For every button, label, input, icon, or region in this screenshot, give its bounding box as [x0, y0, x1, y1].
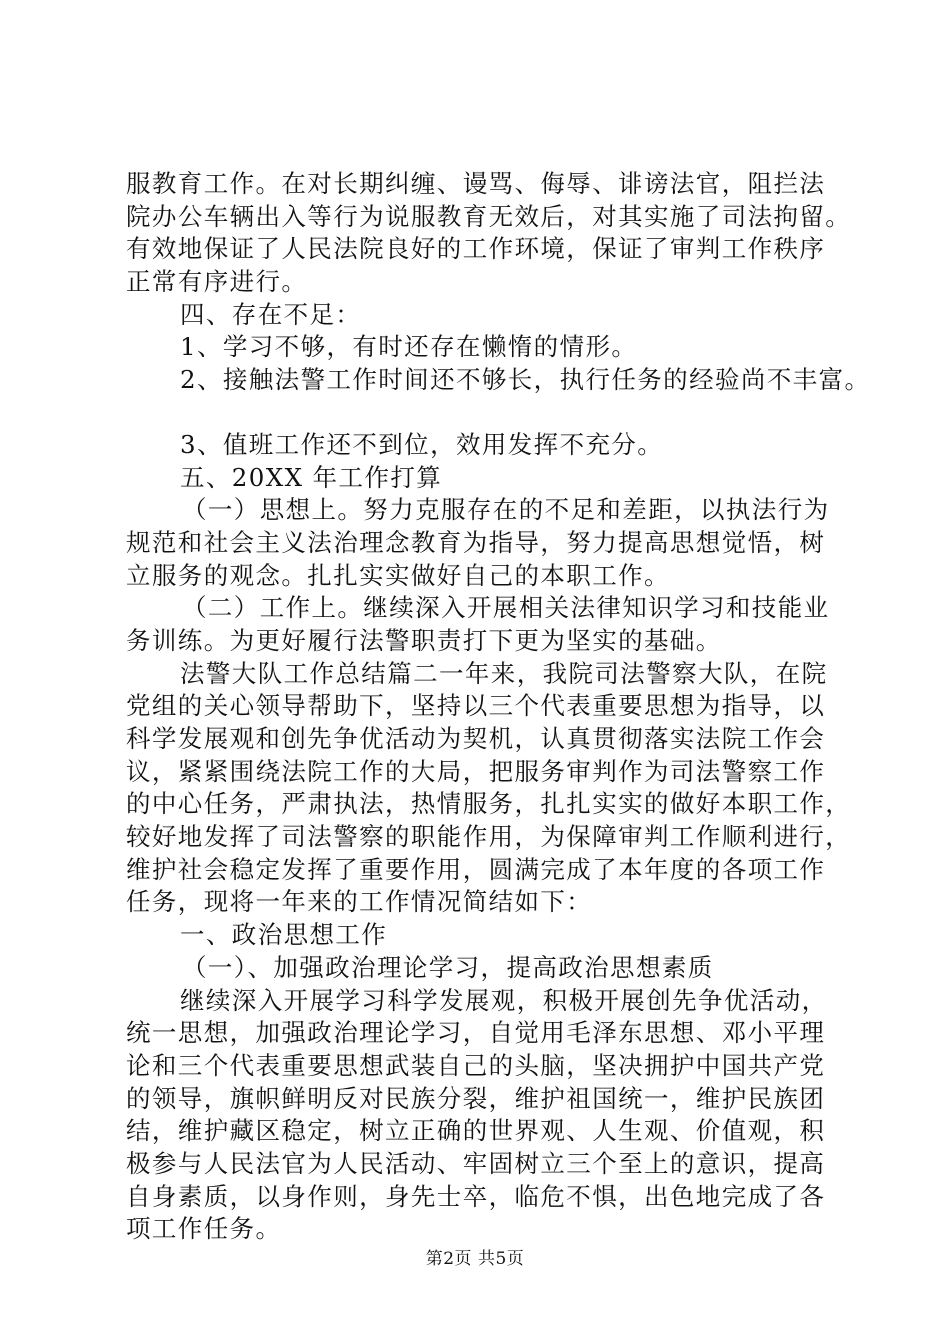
section-heading: 四、存在不足：: [180, 299, 362, 329]
text-line: 任务，现将一年来的工作情况简结如下：: [126, 887, 593, 917]
text-line: 结，维护藏区稳定，树立正确的世界观、人生观、价值观，积: [126, 1116, 826, 1146]
text-line: 统一思想，加强政治理论学习，自觉用毛泽东思想、邓小平理: [126, 1018, 826, 1048]
paragraph-gap: [126, 397, 836, 429]
subsection-heading: （一）、加强政治理论学习，提高政治思想素质: [182, 952, 714, 982]
text-line: 的领导，旗帜鲜明反对民族分裂，维护祖国统一，维护民族团: [126, 1083, 826, 1113]
text-line: 服教育工作。在对长期纠缠、谩骂、侮辱、诽谤法官，阻拦法: [126, 169, 826, 198]
text-line: 科学发展观和创先争优活动为契机，认真贯彻落实法院工作会: [126, 724, 826, 753]
text-line: 务训练。为更好履行法警职责打下更为坚实的基础。: [126, 625, 722, 655]
text-line: 正常有序进行。: [126, 267, 308, 297]
text-line: 院办公车辆出入等行为说服教育无效后，对其实施了司法拘留。: [126, 201, 852, 231]
text-line: 有效地保证了人民法院良好的工作环境，保证了审判工作秩序: [126, 234, 826, 264]
document-body: [126, 168, 871, 1246]
text-line: 继续深入开展学习科学发展观，积极开展创先争优活动，: [180, 985, 828, 1015]
text-line: 较好地发挥了司法警察的职能作用，为保障审判工作顺利进行，: [126, 822, 852, 852]
text-line: 极参与人民法官为人民活动、牢固树立三个至上的意识，提高: [126, 1148, 826, 1178]
text-line: 自身素质，以身作则，身先士卒，临危不惧，出色地完成了各: [126, 1181, 826, 1211]
text-line: 论和三个代表重要思想武装自己的头脑，坚决拥护中国共产党: [126, 1050, 826, 1080]
list-item: 1、学习不够，有时还存在懒惰的情形。: [180, 332, 638, 362]
text-line: 规范和社会主义法治理念教育为指导，努力提高思想觉悟，树: [126, 527, 826, 557]
text-line: 立服务的观念。扎扎实实做好自己的本职工作。: [126, 560, 670, 590]
text-line: 项工作任务。: [126, 1214, 282, 1244]
text-line: （一）思想上。努力克服存在的不足和差距，以执法行为: [182, 495, 830, 525]
section-heading: 五、20XX 年工作打算: [180, 462, 443, 492]
text-line: 党组的关心领导帮助下，坚持以三个代表重要思想为指导，以: [126, 691, 826, 721]
text-line: 维护社会稳定发挥了重要作用，圆满完成了本年度的各项工作: [126, 854, 826, 884]
text-line: 的中心任务，严肃执法，热情服务，扎扎实实的做好本职工作，: [126, 789, 852, 819]
text-line: 议，紧紧围绕法院工作的大局，把服务审判作为司法警察工作: [126, 756, 826, 786]
page-number-footer: 第2页 共5页: [425, 1249, 525, 1269]
list-item: 2、接触法警工作时间还不够长，执行任务的经验尚不丰富。: [180, 365, 871, 395]
list-item: 3、值班工作还不到位，效用发挥不充分。: [180, 429, 664, 459]
section-heading: 一、政治思想工作: [180, 920, 388, 950]
text-line: 法警大队工作总结篇二一年来，我院司法警察大队，在院: [180, 658, 828, 688]
text-line: （二）工作上。继续深入开展相关法律知识学习和技能业: [182, 593, 830, 623]
